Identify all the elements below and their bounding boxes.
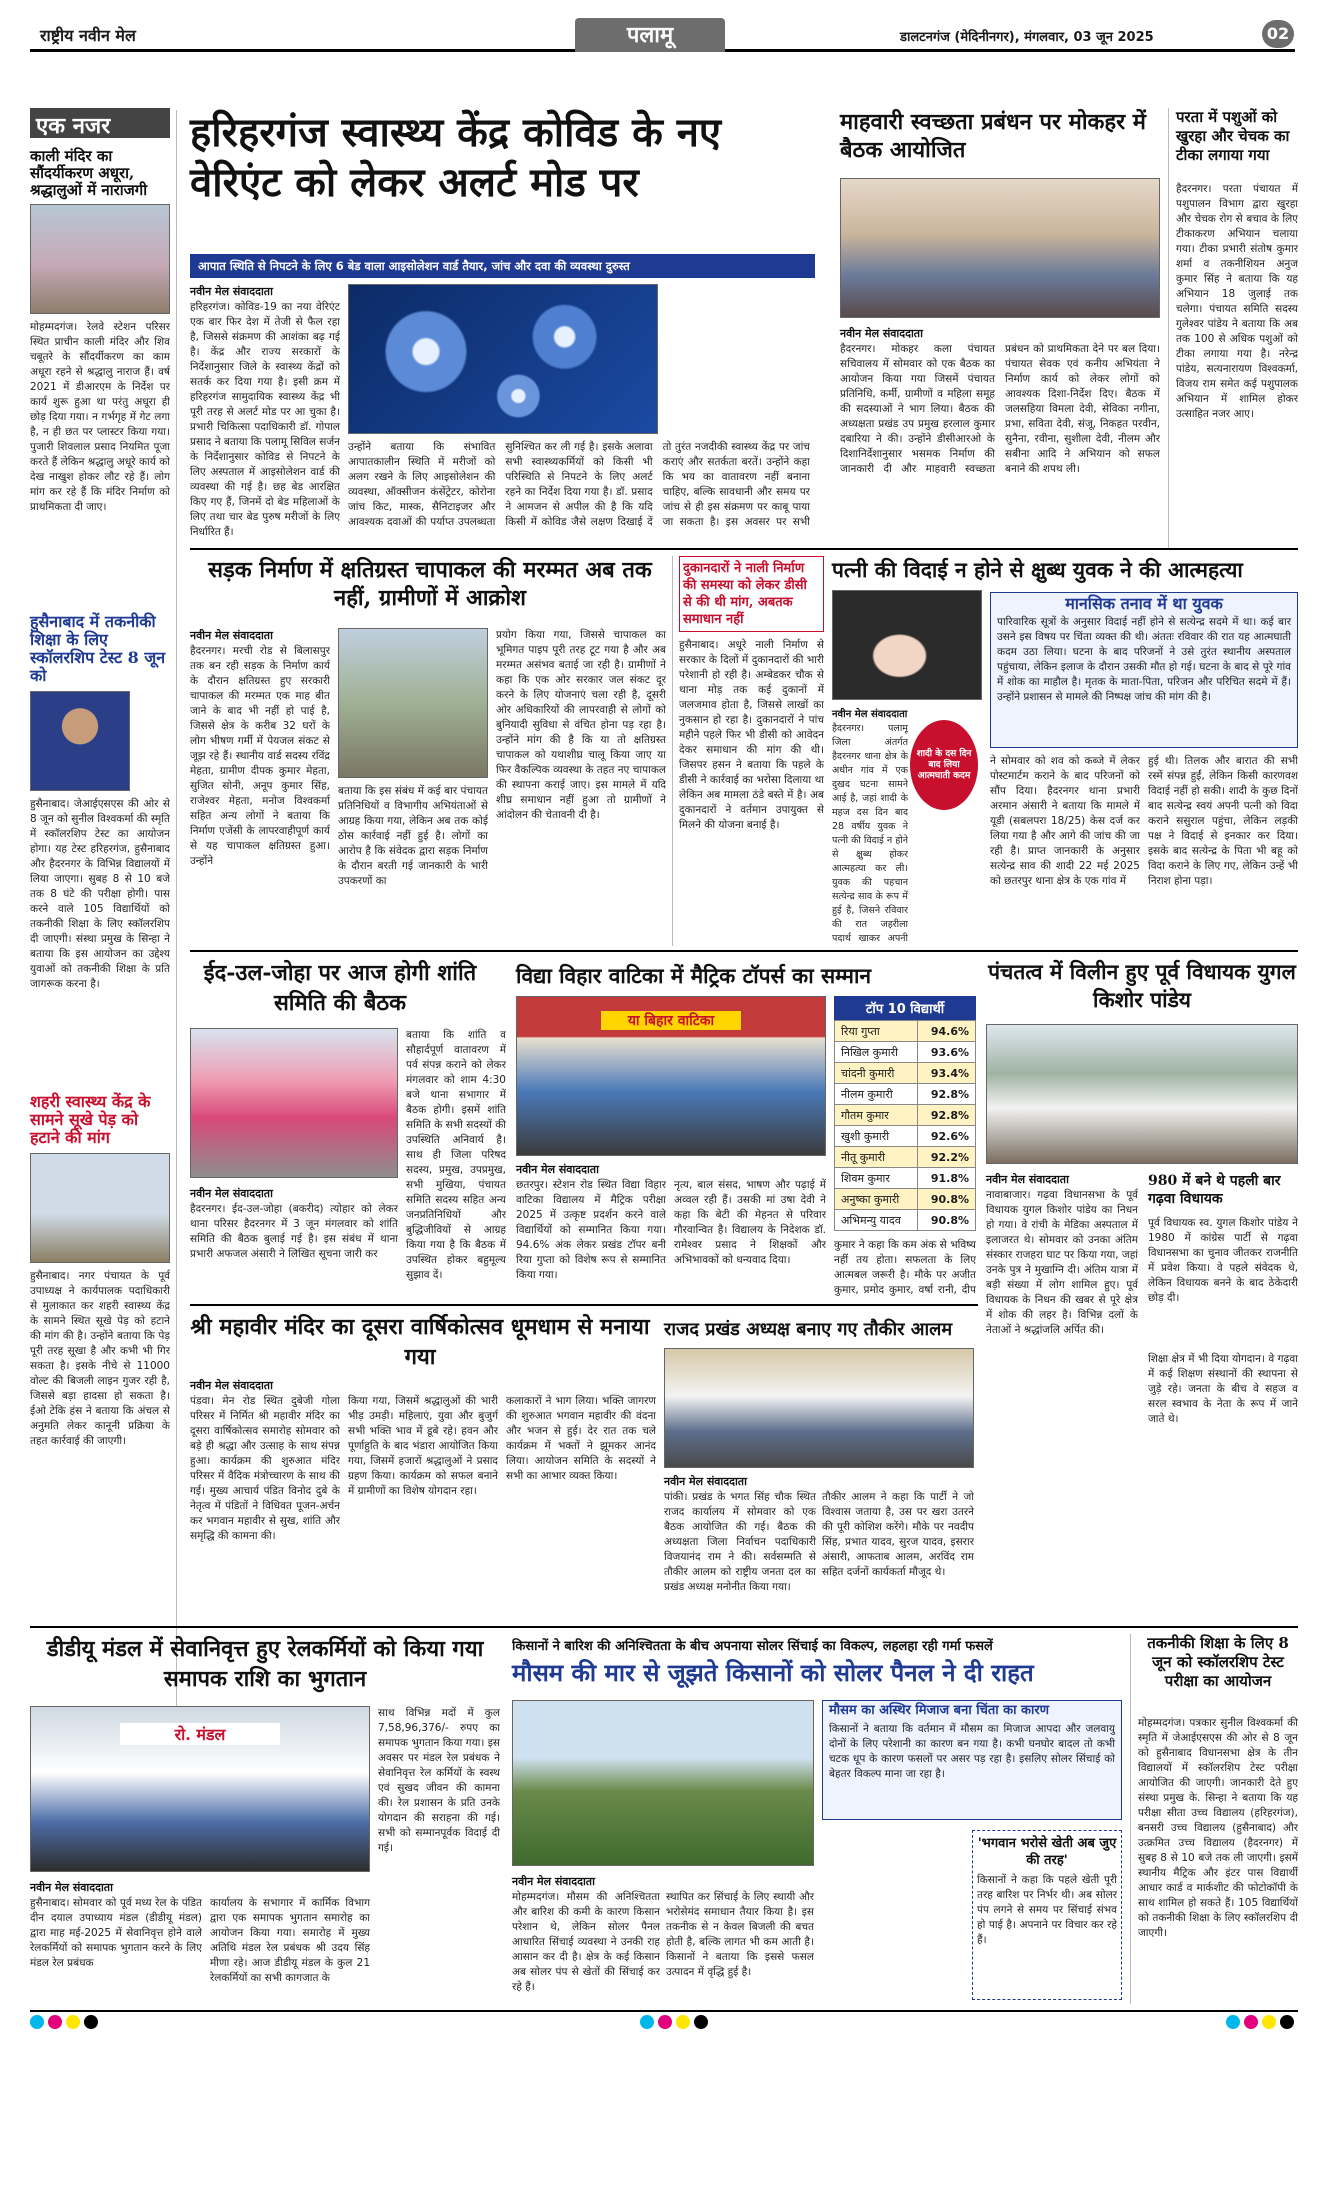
vidya-body-a: छतरपुर। स्टेशन रोड स्थित विद्या विहार वाटिका विद्यालय में मैट्रिक परीक्षा 2025 में उत्कृष्ट प्रदर्शन करने वाले विद्यार्थियों को सम्मानित किया गया। 94.6% अंक लेकर प्रखंड टॉपर बनी रिया गुप्ता को विशेष रूप से सम्मानित किया गया। xyxy=(516,1179,666,1281)
photo-banner: या बिहार वाटिका xyxy=(601,1011,741,1030)
panchtatva-body-c: शिक्षा क्षेत्र में भी दिया योगदान। वे गढ़वा में कई शिक्षण संस्थानों की स्थापना से जुड़े रहे। जनता के बीच वे सहज व सरल स्वभाव के नेता के रूप में जाने जाते थे। xyxy=(1148,1353,1298,1425)
ek-nazar-label: एक नजर xyxy=(30,108,170,138)
topper-percentage: 93.4% xyxy=(917,1063,975,1084)
panchtatva-body-a: नावाबाजार। गढ़वा विधानसभा के पूर्व विधायक युगल किशोर पांडेय का निधन हो गया। वे रांची के मेडिका अस्पताल में इलाजरत थे। सोमवार को उनका अंतिम संस्कार राजहरा घाट पर किया गया, जहां उनके पुत्र ने मुखाग्नि दी। अंतिम यात्रा में बड़ी संख्या में लोग शामिल हुए। पूर्व विधायक के निधन की खबर से पूरे क्षेत्र में शोक की लहर है। विभिन्न दलों के नेताओं ने श्रद्धांजलि अर्पित की। xyxy=(986,1189,1138,1336)
panchtatva-body-b: पूर्व विधायक स्व. युगल किशोर पांडेय ने 1980 में कांग्रेस पार्टी से गढ़वा विधानसभा का चुनाव जीतकर राजनीति में प्रवेश किया। वे पहले संवेदक थे, लेकिन विधायक बनने के बाद ठेकेदारी छोड़ दी। xyxy=(1148,1217,1298,1304)
solar-body-b: स्थापित कर सिंचाई के लिए स्थायी और भरोसेमंद समाधान तैयार किया है। इस तकनीक से न केवल बिजली की बचत होती है, बल्कि लागत भी कम आती है। किसानों ने बताया कि इससे फसल उत्पादन में वृद्धि हुई है। xyxy=(666,1891,814,1978)
hrule-3 xyxy=(190,1304,978,1306)
patni-sidebar-box xyxy=(990,592,1298,748)
toppers-table-box xyxy=(834,996,976,1231)
left-story3-headline: शहरी स्वास्थ्य केंद्र के सामने सूखे पेड़ को हटाने की मांग xyxy=(30,1092,151,1147)
topper-percentage: 91.8% xyxy=(917,1168,975,1189)
table-row xyxy=(835,1210,976,1231)
topper-name: रिया गुप्ता xyxy=(835,1021,918,1042)
solar-quote-box xyxy=(972,1830,1122,2000)
column-divider-right xyxy=(1168,108,1169,548)
rajad-byline: नवीन मेल संवाददाता xyxy=(664,1475,747,1488)
eid-headline: ईद-उल-जोहा पर आज होगी शांति समिति की बैठक xyxy=(203,960,477,1016)
masthead-bar xyxy=(30,18,1295,52)
patni-byline: नवीन मेल संवाददाता xyxy=(832,709,908,720)
panchtatva-subhead: 980 में बने थे पहली बार गढ़वा विधायक xyxy=(1148,1173,1281,1207)
topper-percentage: 90.8% xyxy=(917,1189,975,1210)
temple-photo xyxy=(30,204,170,314)
page-number: 02 xyxy=(1262,20,1294,48)
left-column xyxy=(30,110,170,1710)
solar-byline: नवीन मेल संवाददाता xyxy=(512,1875,595,1888)
tragedy-photo xyxy=(832,590,982,700)
hrule-2 xyxy=(190,950,1298,952)
patni-badge xyxy=(910,720,978,810)
hrule-4 xyxy=(30,1626,1298,1628)
topper-name: नीतू कुमारी xyxy=(835,1147,918,1168)
column-divider-left xyxy=(176,110,177,1710)
table-row xyxy=(835,1126,976,1147)
sadak-byline: नवीन मेल संवाददाता xyxy=(190,629,273,642)
topper-percentage: 92.8% xyxy=(917,1105,975,1126)
nali-headline: दुकानदारों ने नाली निर्माण की समस्या को लेकर डीसी से की थी मांग, अबतक समाधान नहीं xyxy=(679,556,824,632)
police-station-photo xyxy=(190,1028,398,1178)
right-top-headline: परता में पशुओं को खुरहा और चेचक का टीका लगाया गया xyxy=(1176,108,1290,164)
mahavir-byline: नवीन मेल संवाददाता xyxy=(190,1379,273,1392)
paper-name: राष्ट्रीय नवीन मेल xyxy=(40,26,136,45)
topper-percentage: 92.2% xyxy=(917,1147,975,1168)
topper-name: चांदनी कुमारी xyxy=(835,1063,918,1084)
section-tab xyxy=(575,18,725,52)
right-bottom-headline: तकनीकी शिक्षा के लिए 8 जून को स्कॉलरशिप टेस्ट परीक्षा का आयोजन xyxy=(1147,1634,1289,1690)
main-body-b: उन्होंने बताया कि संभावित आपातकालीन स्थिति में मरीजों को अलग रखने के लिए आइसोलेशन की व्यवस्था, ऑक्सीजन कंसेंट्रेटर, कोरोना जांच किट, मास्क, सैनिटाइजर और आवश्यक दवाओं की पर्याप्त उपलब्धता सुनिश्चित कर ली गई है। इसके अलावा सभी स्वास्थ्यकर्मियों को किसी भी परिस्थिति से निपटने के लिए अलर्ट रहने का निर्देश दिया गया है। डॉ. प्रसाद ने आमजन से अपील की है कि यदि किसी में कोविड जैसे लक्षण दिखाई दें तो तुरंत नजदीकी स्वास्थ्य केंद्र पर जांच कराएं और सतर्कता बरतें। उन्होंने कहा कि भय का वातावरण नहीं बनाना चाहिए, बल्कि सावधानी और समय पर जांच से ही इस संक्रमण पर काबू पाया जा सकता है। इस अवसर पर सभी xyxy=(348,441,810,528)
table-row xyxy=(835,1042,976,1063)
hrule-1 xyxy=(190,548,1298,550)
patni-box-headline: मानसिक तनाव में था युवक xyxy=(1065,594,1223,613)
rajad-body-a: पांकी। प्रखंड के भगत सिंह चौक स्थित राजद कार्यालय में सोमवार को एक बैठक आयोजित की गई। बैठक की अध्यक्षता जिला निर्वाचन पदाधिकारी विजयानंद राम ने की। सर्वसम्मति से तौकीर आलम को राष्ट्रीय जनता दल का प्रखंड अध्यक्ष मनोनीत किया गया। xyxy=(664,1491,816,1593)
patni-box-body: पारिवारिक सूत्रों के अनुसार विदाई नहीं होने से सत्येन्द्र सदमे में था। कई बार उसने इस विषय पर चिंता व्यक्त की थी। अंततः रविवार की रात यह आत्मघाती कदम उठा लिया। घटना के बाद परिजनों ने उसे तुरंत स्थानीय अस्पताल पहुंचाया, लेकिन इलाज के दौरान उसकी मौत हो गई। घटना के बाद से पूरे गांव में शोक का माहौल है। मृतक के माता-पिता, परिजन और परिचित सदमे में हैं। उन्होंने प्रशासन से मामले की निष्पक्ष जांच की मांग की है। xyxy=(997,615,1291,703)
drm-byline: नवीन मेल संवाददाता xyxy=(30,1881,113,1894)
solar-quote-headline: 'भगवान भरोसे खेती अब जुए की तरह' xyxy=(977,1836,1117,1868)
table-row xyxy=(835,1189,976,1210)
sadak-headline: सड़क निर्माण में क्षतिग्रस्त चापाकल की मरम्मत अब तक नहीं, ग्रामीणों में आक्रोश xyxy=(208,557,652,611)
vidya-body-c: कुमार ने कहा कि कम अंक से भविष्य नहीं तय होता। सफलता के लिए आत्मबल जरूरी है। मौके पर अजीत कुमार, प्रमोद कुमार, वर्षा रानी, दीप xyxy=(834,1239,976,1296)
mahwari-byline: नवीन मेल संवाददाता xyxy=(840,327,923,340)
panchtatva-byline: नवीन मेल संवाददाता xyxy=(986,1173,1069,1186)
rajad-body-b: तौकीर आलम ने कहा कि पार्टी ने जो विश्वास जताया है, उस पर खरा उतरने की पूरी कोशिश करेंगे। मौके पर नवदीप सिंह, प्रभात यादव, सुरज यादव, इसरार अंसारी, आफताब आलम, अरविंद राम सहित दर्जनों कार्यकर्ता मौजूद थे। xyxy=(822,1491,974,1578)
right-top-body: हैदरनगर। परता पंचायत में पशुपालन विभाग द्वारा खुरहा और चेचक रोग से बचाव के लिए टीकाकरण अभियान चलाया गया। टीका प्रभारी संतोष कुमार शर्मा व तकनीशियन अनुज कुमार सिंह ने बताया कि यह अभियान 18 जुलाई तक चलेगा। पंचायत समिति सदस्य गुलेश्वर पांडेय ने बताया कि अब तक 100 से अधिक पशुओं को टीका लगाया गया है। नरेन्द्र पांडेय, सत्यनारायण विश्वकर्मा, विजय राम समेत कई पशुपालक अभियान में शामिल होकर उत्साहित नजर आए। xyxy=(1176,183,1298,420)
drm-banner: रो. मंडल xyxy=(120,1723,280,1745)
sadak-body-c: प्रयोग किया गया, जिससे चापाकल का भूमिगत पाइप पूरी तरह टूट गया है और अब मरम्मत असंभव बताई जा रही है। ग्रामीणों ने कहा कि एक ओर सरकार जल संकट दूर करने के लिए योजनाएं चला रही है, दूसरी ओर अधिकारियों की लापरवाही से लोगों को बुनियादी सुविधा से वंचित होना पड़ रहा है। उन्होंने मांग की है कि या तो क्षतिग्रस्त चापाकल को यथाशीघ्र चालू किया जाए या फिर वैकल्पिक व्यवस्था के तहत नए चापाकल की स्थापना कराई जाए। इस मामले में यदि शीघ्र समाधान नहीं हुआ तो ग्रामीणों ने आंदोलन की चेतावनी दी है। xyxy=(496,629,666,821)
topper-name: अभिमन्यु यादव xyxy=(835,1210,918,1231)
color-swatches-center xyxy=(640,2014,712,2033)
left-story1-body: मोहम्मदगंज। रेलवे स्टेशन परिसर स्थित प्राचीन काली मंदिर और शिव चबूतरे के सौंदर्यीकरण का काम अधूरा रहने से श्रद्धालु नाराज हैं। वर्ष 2021 में डीआरएम के निर्देश पर कार्य शुरू हुआ था परंतु अधूरा ही छोड़ दिया गया। न गर्भगृह में गेट लगा है, न ही छत पर प्लास्टर किया गया। पुजारी शिवलाल प्रसाद नियमित पूजा करते हैं लेकिन श्रद्धालु अधूरे कार्य को देख नाखुश होकर लौट रहे हैं। लोग मांग कर रहे हैं कि मंदिर निर्माण को प्राथमिकता दी जाए। xyxy=(30,321,170,514)
table-row xyxy=(835,1147,976,1168)
toppers-table xyxy=(834,1020,976,1231)
main-deck-text: आपात स्थिति से निपटने के लिए 6 बेड वाला आइसोलेशन वार्ड तैयार, जांच और दवा की व्यवस्था दुरुस्त xyxy=(198,259,630,273)
left-story3-body: हुसैनाबाद। नगर पंचायत के पूर्व उपाध्यक्ष ने कार्यपालक पदाधिकारी से मुलाकात कर शहरी स्वास्थ्य केंद्र के सामने स्थित सूखे पेड़ को हटाने की मांग की है। उन्होंने बताया कि पेड़ पूरी तरह सूखा है और कभी भी गिर सकता है। इसके नीचे से 11000 वोल्ट की बिजली लाइन गुजर रही है, जिससे बड़ा हादसा हो सकता है। ईओ टेकि हंस ने बताया कि अंचल से अनुमति लेकर कानूनी प्रक्रिया के तहत कार्रवाई की जाएगी। xyxy=(30,1269,170,1447)
rajad-photo xyxy=(664,1348,974,1468)
topper-name: खुशी कुमारी xyxy=(835,1126,918,1147)
nali-body: हुसैनाबाद। अधूरे नाली निर्माण से सरकार के दिलों में दुकानदारों की भारी परेशानी हो रही है। अम्बेडकर चौक से थाना मोड़ तक कई दुकानों में जलजमाव होता है, जिससे लाखों का नुकसान हो रहा है। दुकानदारों ने पांच महीने पहले फिर भी डीसी को आवेदन देकर समाधान की मांग की थी। जिसपर हसन ने बताया कि पहले के डीसी ने कार्रवाई का भरोसा दिलाया था लेकिन अब मामला ठंडे बस्ते में है। अब दुकानदारों ने वर्तमान उपायुक्त से मिलने की योजना बनाई है। xyxy=(679,639,824,831)
eid-byline: नवीन मेल संवाददाता xyxy=(190,1187,273,1200)
vidya-headline: विद्या विहार वाटिका में मैट्रिक टॉपर्स का सम्मान xyxy=(516,963,872,988)
color-swatches-right xyxy=(1226,2014,1298,2033)
solar-body-a: मोहम्मदगंज। मौसम की अनिश्चितता और बारिश की कमी के कारण किसान परेशान थे, लेकिन सोलर पैनल आधारित सिंचाई व्यवस्था ने उनकी राह आसान कर दी है। क्षेत्र के कई किसान अब सोलर पंप से खेतों की सिंचाई कर रहे हैं। xyxy=(512,1891,660,1993)
patni-badge-text: शादी के दस दिन बाद लिया आत्मघाती कदम xyxy=(916,748,972,781)
toppers-photo xyxy=(516,996,826,1156)
panchtatva-headline: पंचतत्व में विलीन हुए पूर्व विधायक युगल किशोर पांडेय xyxy=(988,959,1296,1012)
mahavir-body-a: पंडवा। मेन रोड स्थित दुबेजी गोला परिसर में निर्मित श्री महावीर मंदिर का दूसरा वार्षिकोत्सव समारोह सोमवार को बड़े ही श्रद्धा और उत्साह के साथ संपन्न हुआ। कार्यक्रम की शुरुआत मंदिर परिसर में वैदिक मंत्रोच्चारण के साथ की गई। मुख्य आचार्य पंडित विनोद दुबे के नेतृत्व में पंडितों ने विधिवत पूजन-अर्चन कर भगवान महावीर से सुख, शांति और समृद्धि की कामना की। xyxy=(190,1395,340,1542)
topper-name: अनुष्का कुमारी xyxy=(835,1189,918,1210)
solar-box xyxy=(822,1700,1122,1820)
table-row xyxy=(835,1084,976,1105)
drm-headline: डीडीयू मंडल में सेवानिवृत्त हुए रेलकर्मियों को किया गया समापक राशि का भुगतान xyxy=(46,1636,484,1692)
main-body-a: हरिहरगंज। कोविड-19 का नया वेरिएंट एक बार फिर देश में तेजी से फैल रहा है, जिससे संक्रमण की आशंका बढ़ गई है। केंद्र और राज्य सरकारों के निर्देशानुसार जिले के स्वास्थ्य केंद्रों को सतर्क कर दिया गया है। इसी क्रम में हरिहरगंज सामुदायिक स्वास्थ्य केंद्र भी पूरी तरह से अलर्ट मोड पर आ चुका है। प्रभारी चिकित्सा पदाधिकारी डॉ. गोपाल प्रसाद ने बताया कि पलामू सिविल सर्जन के निर्देशानुसार कोविड से निपटने के लिए अस्पताल में आइसोलेशन वार्ड की व्यवस्था की गई है। छह बेड आरक्षित किए गए हैं, जिनमें दो बेड महिलाओं के लिए तथा चार बेड पुरुष मरीजों के लिए निर्धारित हैं। xyxy=(190,301,340,538)
topper-percentage: 93.6% xyxy=(917,1042,975,1063)
virus-illustration xyxy=(348,284,658,434)
solar-quote-body: किसानों ने कहा कि पहले खेती पूरी तरह बारिश पर निर्भर थी। अब सोलर पंप लगने से समय पर सिंचाई संभव हो पाई है। अपनाने पर विचार कर रहे हैं। xyxy=(977,1874,1117,1946)
mahwari-body: हैदरनगर। मोकहर कला पंचायत सचिवालय में सोमवार को एक बैठक का आयोजन किया गया जिसमें पंचायत प्रतिनिधि, कर्मी, ग्रामीणों व महिला समूह की सदस्याओं ने भाग लिया। बैठक की अध्यक्षता प्रखंड उप प्रमुख हरलाल कुमार दबारिया ने की। उन्होंने डीसीआरओ के दिशानिर्देशानुसार भसमक निर्माण की जानकारी दी और माहवारी स्वच्छता प्रबंधन को प्राथमिकता देने पर बल दिया। पंचायत सेवक एवं कनीय अभियंता ने निर्माण कार्य को लेकर लोगों को आवश्यक दिशा-निर्देश दिए। बैठक में जलसहिया विमला देवी, सेविका नगीना, प्रभा, सविता देवी, संजू, निकहत परवीन, सुनैना, रवीना, सुशीला देवी, नीलम और सबीना आदि ने अभियान को सफल बनाने की शपथ ली। xyxy=(840,343,1160,475)
solar-headline: मौसम की मार से जूझते किसानों को सोलर पैनल ने दी राहत xyxy=(512,1658,1034,1687)
right-bottom-body: मोहम्मदगंज। पत्रकार सुनील विश्वकर्मा की स्मृति में जेआईएसएस की ओर से 8 जून को हुसैनाबाद विधानसभा क्षेत्र के तीन विद्यालयों में स्कॉलरशिप टेस्ट परीक्षा आयोजित की जाएगी। जानकारी देते हुए संस्था प्रमुख के. सिन्हा ने बताया कि यह परीक्षा सीता उच्च विद्यालय (हरिहरगंज), बनसरी उच्च विद्यालय (हुसैनाबाद) और उत्क्रमित उच्च विद्यालय (हैदरनगर) में सुबह 8 से 10 बजे तक ली जाएगी। इसमें स्थानीय मैट्रिक और इंटर पास विद्यार्थी आधार कार्ड व मार्कशीट की फोटोकॉपी के साथ शामिल हो सकते हैं। 105 विद्यार्थियों को तकनीकी शिक्षा के लिए स्कॉलरशिप दी जाएगी। xyxy=(1138,1717,1298,1939)
topper-name: नीलम कुमारी xyxy=(835,1084,918,1105)
topper-name: निखिल कुमारी xyxy=(835,1042,918,1063)
topper-name: गौतम कुमार xyxy=(835,1105,918,1126)
mahavir-headline: श्री महावीर मंदिर का दूसरा वार्षिकोत्सव धूमधाम से मनाया गया xyxy=(190,1314,650,1370)
vidya-body-b: नृत्य, बाल संसद, भाषण और पढ़ाई में अव्वल रही हैं। उसकी मां उषा देवी ने कहा कि बेटी की मेहनत से परिवार गौरवान्वित है। विद्यालय के निदेशक डॉ. रामेश्वर प्रसाद ने शिक्षकों और अभिभावकों को धन्यवाद दिया। xyxy=(674,1179,826,1266)
table-row xyxy=(835,1105,976,1126)
handpump-photo xyxy=(338,628,488,778)
left-story1-headline: काली मंदिर का सौंदर्यीकरण अधूरा, श्रद्धालुओं में नाराजगी xyxy=(30,147,148,199)
eid-body-a: हैदरनगर। ईद-उल-जोहा (बकरीद) त्योहार को लेकर थाना परिसर हैदरनगर में 3 जून मंगलवार को शांति समिति की बैठक बुलाई गई है। इस संबंध में थाना प्रभारी अफजल अंसारी ने लिखित सूचना जारी कर xyxy=(190,1203,398,1260)
topper-name: शिवम कुमार xyxy=(835,1168,918,1189)
mahavir-body-c: कलाकारों ने भाग लिया। भक्ति जागरण की शुरुआत भगवान महावीर की वंदना और भजन से हुई। देर रात तक चले कार्यक्रम में भक्तों ने झूमकर आनंद लिया। आयोजन समिति के सदस्यों ने सभी का आभार व्यक्त किया। xyxy=(506,1395,656,1482)
nali-box xyxy=(672,556,824,946)
sadak-body-b: बताया कि इस संबंध में कई बार पंचायत प्रतिनिधियों व विभागीय अभियंताओं से आग्रह किया गया, लेकिन अब तक कोई ठोस कार्रवाई नहीं हुई है। लोगों का आरोप है कि संवेदक द्वारा सड़क निर्माण के दौरान बरती गई जानकारी के भारी उपकरणों का xyxy=(338,785,488,887)
solar-photo xyxy=(512,1700,814,1866)
left-story2-body: हुसैनाबाद। जेआईएसएस की ओर से 8 जून को सुनील विश्वकर्मा की स्मृति में स्कॉलरशिप टेस्ट का आयोजन होगा। यह टेस्ट हरिहरगंज, हुसैनाबाद और हैदरनगर के विभिन्न विद्यालयों में लिया जाएगा। सुबह 8 से 10 बजे तक 8 घंटे की परीक्षा होगी। पास करने वाले 105 विद्यार्थियों को तकनीकी शिक्षा के लिए स्कॉलरशिप दी जाएगी। संस्था प्रमुख के सिन्हा ने बताया कि इस आयोजन का उद्देश्य युवाओं को तकनीकी शिक्षा के प्रति जागरूक करना है। xyxy=(30,798,170,991)
solar-box-body: किसानों ने बताया कि वर्तमान में मौसम का मिजाज आपदा और जलवायु दोनों के लिए परेशानी का कारण बन गया है। कभी घनघोर बादल तो कभी चटक धूप के कारण फसलों पर असर पड़ रहा है। इसलिए सोलर सिंचाई को बेहतर विकल्प माना जा रहा है। xyxy=(829,1722,1115,1780)
mahavir-body-b: किया गया, जिसमें श्रद्धालुओं की भारी भीड़ उमड़ी। महिलाएं, युवा और बुजुर्ग सभी भक्ति भाव में डूबे रहे। हवन और पूर्णाहुति के बाद भंडारा आयोजित किया गया, जिसमें हजारों श्रद्धालुओं ने प्रसाद ग्रहण किया। कार्यक्रम को सफल बनाने में ग्रामीणों का विशेष योगदान रहा। xyxy=(348,1395,498,1497)
patni-body-b: ने सोमवार को शव को कब्जे में लेकर पोस्टमार्टम कराने के बाद परिजनों को सौंप दिया। हैदरनगर थाना प्रभारी अरमान अंसारी ने बताया कि मामले में यूडी (सबलपरा 18/25) केस दर्ज कर लिया गया है और आगे की जांच की जा रही है। प्राप्त जानकारी के अनुसार सत्येन्द्र साव की शादी 22 मई 2025 को छतरपुर थाना क्षेत्र के एक गांव में xyxy=(990,755,1140,887)
solar-box-headline: मौसम का अस्थिर मिजाज बना चिंता का कारण xyxy=(829,1703,1050,1718)
table-row xyxy=(835,1021,976,1042)
main-headline: हरिहरगंज स्वास्थ्य केंद्र कोविड के नए वेरिएंट को लेकर अलर्ट मोड पर xyxy=(190,109,722,206)
dateline: डालटनगंज (मेदिनीनगर), मंगलवार, 03 जून 2025 xyxy=(900,30,1154,45)
left-story2-headline: हुसैनाबाद में तकनीकी शिक्षा के लिए स्कॉलरशिप टेस्ट 8 जून को xyxy=(30,612,166,686)
topper-percentage: 92.6% xyxy=(917,1126,975,1147)
table-row xyxy=(835,1063,976,1084)
rajad-headline: राजद प्रखंड अध्यक्ष बनाए गए तौकीर आलम xyxy=(664,1319,953,1340)
portrait-photo xyxy=(30,691,130,791)
eid-body-b: बताया कि शांति व सौहार्दपूर्ण वातावरण में पर्व संपन्न कराने को लेकर मंगलवार को शाम 4:30 बजे थाना सभागार में बैठक होगी। इसमें शांति समिति के सभी सदस्यों की उपस्थिति अनिवार्य है। साथ ही जिला परिषद सदस्य, प्रमुख, उपप्रमुख, सभी मुखिया, पंचायत समिति सदस्य सहित अन्य जनप्रतिनिधियों और बुद्धिजीवियों से आग्रह किया गया है कि बैठक में उपस्थित होकर बहुमूल्य सुझाव दें। xyxy=(406,1029,506,1281)
funeral-photo xyxy=(986,1024,1298,1164)
dry-tree-photo xyxy=(30,1153,170,1263)
drm-body-a: हुसैनाबाद। सोमवार को पूर्व मध्य रेल के पंडित दीन दयाल उपाध्याय मंडल (डीडीयू मंडल) द्वारा माह मई-2025 में सेवानिवृत्त होने वाले रेलकर्मियों को समापक भुगतान करने के लिए मंडल रेल प्रबंधक xyxy=(30,1897,202,1969)
drm-body-b: कार्यालय के सभागार में कार्मिक विभाग द्वारा एक समापक भुगतान समारोह का आयोजन किया गया। समारोह में मुख्य अतिथि मंडल रेल प्रबंधक श्री उदय सिंह मीणा रहे। आज डीडीयू मंडल के कुल 21 रेलकर्मियों का सभी कागजात के xyxy=(210,1897,370,1984)
main-byline: नवीन मेल संवाददाता xyxy=(190,285,273,298)
patni-headline: पत्नी की विदाई न होने से क्षुब्ध युवक ने की आत्महत्या xyxy=(832,557,1243,582)
topper-percentage: 90.8% xyxy=(917,1210,975,1231)
solar-box-continued xyxy=(822,1830,964,2000)
patni-body-a: हैदरनगर। पलामू जिला अंतर्गत हैदरनगर थाना क्षेत्र के अधीन गांव में एक दुखद घटना सामने आई है, जहां शादी के महज दस दिन बाद 28 वर्षीय युवक ने पत्नी की विदाई न होने से क्षुब्ध होकर आत्महत्या कर ली। युवक की पहचान सत्येन्द्र साव के रूप में हुई है, जिसने रविवार की रात जहरीला पदार्थ खाकर अपनी xyxy=(832,723,908,944)
table-row xyxy=(835,1168,976,1189)
main-deck xyxy=(190,254,815,278)
topper-percentage: 92.8% xyxy=(917,1084,975,1105)
topper-percentage: 94.6% xyxy=(917,1021,975,1042)
drm-photo xyxy=(30,1706,370,1872)
sadak-body-a: हैदरनगर। मरची रोड से बिलासपुर तक बन रही सड़क के निर्माण कार्य के दौरान क्षतिग्रस्त हुए सरकारी चापाकल की मरम्मत एक माह बीत जाने के बाद भी नहीं हो पाई है, जिससे क्षेत्र के करीब 32 घरों के लोग भीषण गर्मी में पेयजल संकट से जूझ रहे हैं। स्थानीय वार्ड सदस्य रविंद्र मेहता, ग्रामीण दीपक कुमार मेहता, सुजित सोनी, अनूप कुमार सिंह, राजेश्वर मेहता, मनोज विश्वकर्मा सहित अन्य लोगों ने बताया कि निर्माण एजेंसी के लापरवाहीपूर्ण कार्य से यह चापाकल क्षतिग्रस्त हुआ। उन्होंने xyxy=(190,645,330,867)
vidya-byline: नवीन मेल संवाददाता xyxy=(516,1163,599,1176)
drm-body-c: साथ विभिन्न मदों में कुल 7,58,96,376/- रुपए का समापक भुगतान किया गया। इस अवसर पर मंडल रेल प्रबंधक ने सेवानिवृत्त रेल कर्मियों के स्वस्थ एवं सुखद जीवन की कामना की। रेल प्रशासन के प्रति उनके योगदान की सराहना की गई। सभी को सम्मानपूर्वक विदाई दी गई। xyxy=(378,1707,500,1854)
patni-body-c: हुई थी। तिलक और बारात की सभी रस्में संपन्न हुईं, लेकिन किसी कारणवश विदाई नहीं हो सकी। शादी के कुछ दिनों बाद सत्येन्द्र स्वयं अपनी पत्नी को विदा कराने ससुराल पहुंचा, लेकिन लड़की पक्ष ने विदाई से इनकार कर दिया। इसके बाद सत्येन्द्र के पिता भी बहू को विदा कराने के लिए गए, लेकिन उन्हें भी निराश होना पड़ा। xyxy=(1148,755,1298,887)
section-label: पलामू xyxy=(626,22,674,48)
registration-bar xyxy=(30,2010,1298,2028)
mahwari-headline: माहवारी स्वच्छता प्रबंधन पर मोकहर में बैठक आयोजित xyxy=(840,109,1146,163)
main-body-c xyxy=(666,284,814,440)
toppers-table-title: टॉप 10 विद्यार्थी xyxy=(834,996,976,1020)
color-swatches-left xyxy=(30,2014,102,2033)
meeting-photo xyxy=(840,178,1160,318)
solar-kicker: किसानों ने बारिश की अनिश्चितता के बीच अपनाया सोलर सिंचाई का विकल्प, लहलहा रही गर्मा फसलें xyxy=(512,1639,993,1654)
column-divider-bottom-right xyxy=(1130,1634,1131,2004)
